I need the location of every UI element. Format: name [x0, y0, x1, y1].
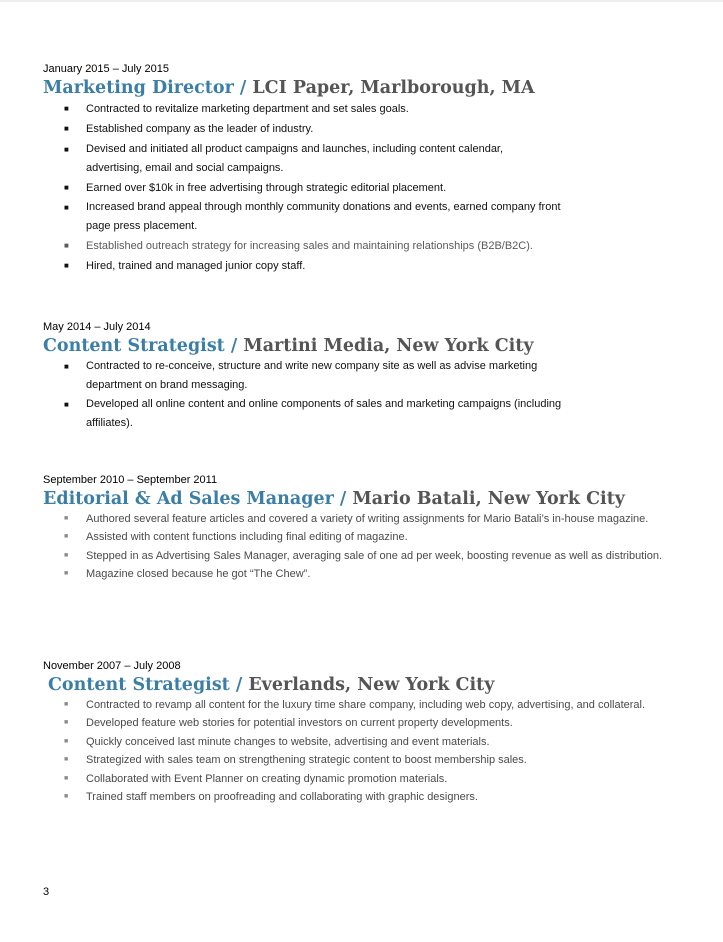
job-role: Marketing Director	[43, 78, 234, 98]
job-title	[43, 77, 683, 99]
list-item	[43, 547, 666, 565]
title-separator: /	[233, 78, 253, 98]
job-role: Content Strategist	[43, 336, 225, 356]
square-bullet-icon: ■	[64, 124, 69, 134]
job-entry	[43, 659, 688, 806]
bullet-text: Authored several feature articles and covered a variety of writing assignments for Mario Batali’s in-house magazine.	[86, 513, 649, 525]
square-bullet-icon: ■	[64, 793, 69, 801]
job-dates: January 2015 – July 2015	[43, 63, 169, 75]
list-item	[43, 395, 566, 433]
square-bullet-icon: ■	[64, 701, 69, 708]
job-company: LCI Paper, Marlborough, MA	[252, 78, 535, 98]
list-item	[43, 510, 666, 528]
job-company: Everlands, New York City	[248, 675, 495, 695]
title-separator: /	[224, 336, 244, 356]
list-item	[43, 733, 688, 751]
square-bullet-icon: ■	[64, 144, 69, 154]
bullet-text: Developed feature web stories for potential investors on current property developments.	[86, 717, 513, 730]
list-item	[43, 198, 586, 236]
list-item	[43, 751, 688, 769]
square-bullet-icon: ■	[64, 182, 69, 192]
bullet-text: Collaborated with Event Planner on creating dynamic promotion materials.	[86, 772, 448, 785]
page-number: 3	[43, 886, 50, 898]
list-item	[43, 714, 688, 732]
job-entry	[43, 473, 683, 584]
bullet-text: Contracted to re-conceive, structure and write new company site as well as advise marketing department on brand messaging.	[86, 360, 538, 391]
job-bullet-list	[43, 357, 683, 433]
job-dates: May 2014 – July 2014	[43, 321, 151, 333]
bullet-text: Stepped in as Advertising Sales Manager, averaging sale of one ad per week, boosting revenue as well as distribution.	[86, 549, 663, 562]
square-bullet-icon: ■	[64, 240, 69, 250]
job-dates: September 2010 – September 2011	[43, 474, 218, 486]
bullet-text: Hired, trained and managed junior copy staff.	[86, 260, 306, 272]
bullet-text: Earned over $10k in free advertising through strategic editorial placement.	[86, 181, 447, 194]
list-item	[43, 178, 683, 198]
bullet-text: Contracted to revitalize marketing department and set sales goals.	[86, 103, 409, 115]
square-bullet-icon: ■	[64, 551, 69, 559]
job-entry	[43, 320, 683, 433]
square-bullet-icon: ■	[64, 202, 69, 212]
square-bullet-icon: ■	[64, 756, 69, 764]
job-bullet-list	[43, 99, 683, 276]
square-bullet-icon: ■	[64, 362, 69, 371]
bullet-text: Established outreach strategy for increasing sales and maintaining relationships (B2B/B2C).	[86, 239, 533, 252]
bullet-text: Contracted to revamp all content for the luxury time share company, including web copy, advertising, and collateral.	[86, 699, 646, 711]
square-bullet-icon: ■	[64, 533, 69, 541]
square-bullet-icon: ■	[64, 774, 69, 782]
list-item	[43, 140, 546, 178]
list-item	[43, 696, 666, 714]
list-item	[43, 236, 683, 256]
list-item	[43, 357, 588, 395]
bullet-text: Assisted with content functions including final editing of magazine.	[86, 531, 408, 544]
job-title	[43, 488, 683, 510]
bullet-text: Devised and initiated all product campaigns and launches, including content calendar, advertising, email and social campaigns.	[86, 142, 504, 174]
square-bullet-icon: ■	[64, 719, 69, 727]
title-separator: /	[229, 675, 249, 695]
job-role: Content Strategist	[48, 675, 230, 695]
job-role: Editorial & Ad Sales Manager	[43, 489, 334, 509]
square-bullet-icon: ■	[64, 737, 69, 745]
list-item	[43, 119, 683, 139]
square-bullet-icon: ■	[64, 515, 69, 522]
list-item	[43, 528, 683, 546]
job-title	[48, 674, 688, 696]
job-bullet-list	[43, 510, 683, 584]
job-bullet-list	[43, 696, 688, 806]
job-dates: November 2007 – July 2008	[43, 660, 181, 672]
bullet-text: Developed all online content and online components of sales and marketing campaigns (including affiliates).	[86, 398, 562, 429]
list-item	[43, 99, 683, 119]
square-bullet-icon: ■	[64, 261, 69, 270]
square-bullet-icon: ■	[64, 104, 69, 113]
bullet-text: Strategized with sales team on strengthening strategic content to boost membership sales.	[86, 754, 527, 767]
bullet-text: Established company as the leader of industry.	[86, 123, 314, 136]
square-bullet-icon: ■	[64, 570, 69, 578]
list-item	[43, 788, 688, 806]
job-company: Martini Media, New York City	[243, 336, 534, 356]
bullet-text: Quickly conceived last minute changes to website, advertising and event materials.	[86, 735, 490, 748]
job-company: Mario Batali, New York City	[352, 489, 625, 509]
job-entry	[43, 62, 683, 276]
list-item	[43, 770, 688, 788]
list-item	[43, 565, 683, 583]
bullet-text: Increased brand appeal through monthly community donations and events, earned company front page press placement.	[86, 200, 561, 232]
list-item	[43, 256, 683, 276]
bullet-text: Magazine closed because he got “The Chew”.	[86, 568, 311, 581]
bullet-text: Trained staff members on proofreading and collaborating with graphic designers.	[86, 791, 478, 804]
job-title	[43, 335, 683, 357]
title-separator: /	[333, 489, 353, 509]
square-bullet-icon: ■	[64, 400, 69, 409]
